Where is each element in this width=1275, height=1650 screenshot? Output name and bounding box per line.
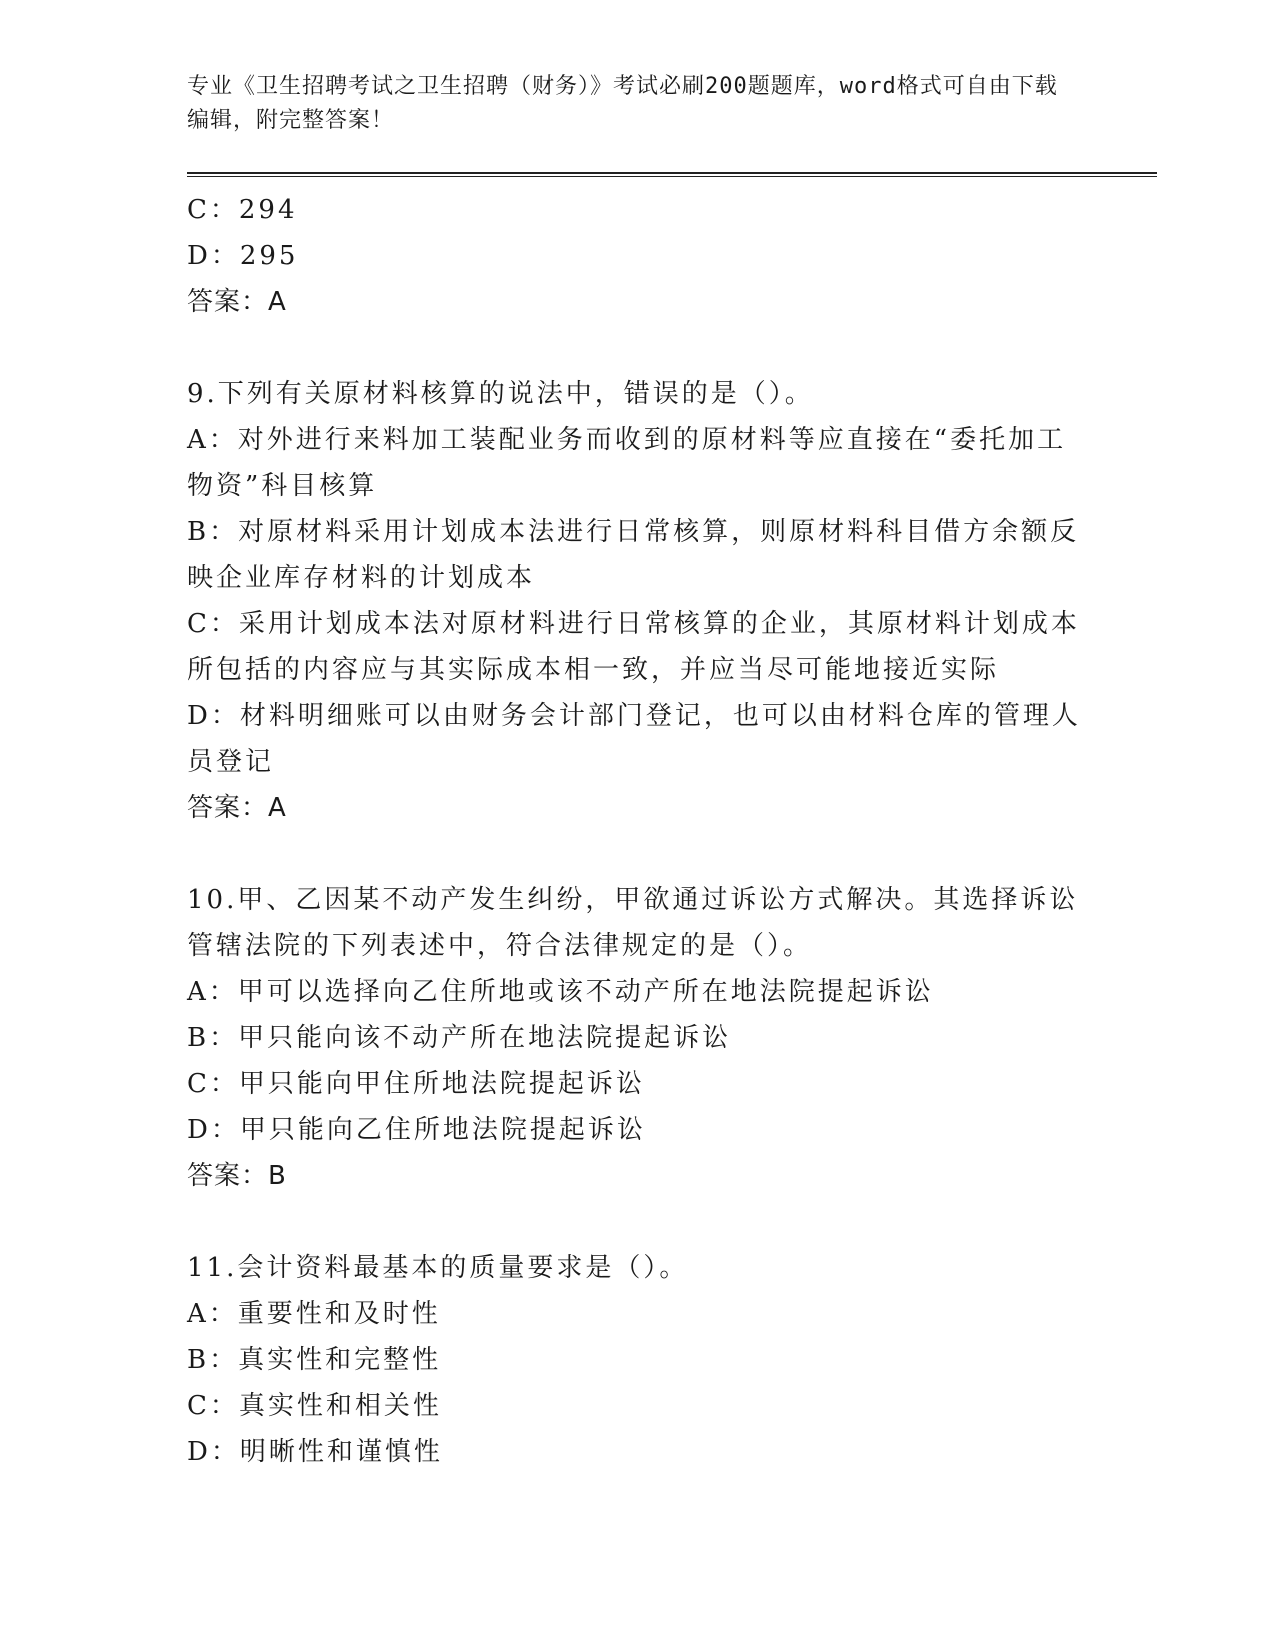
question-content	[187, 187, 1087, 1475]
option-b: B：甲只能向该不动产所在地法院提起诉讼	[187, 1023, 732, 1053]
option-c: C：真实性和相关性	[187, 1391, 442, 1421]
option-a: A：对外进行来料加工装配业务而收到的原材料等应直接在“委托加工物资”科目核算	[187, 425, 1067, 501]
header-divider	[187, 172, 1157, 177]
answer-label: 答案：A	[187, 287, 287, 317]
page-header: 专业《卫生招聘考试之卫生招聘（财务）》考试必刷200题题库，word格式可自由下载编辑，附完整答案！	[187, 74, 1058, 133]
document-page	[187, 70, 1157, 1475]
question-stem: 10.甲、乙因某不动产发生纠纷，甲欲通过诉讼方式解决。其选择诉讼管辖法院的下列表述中，符合法律规定的是（）。	[187, 885, 1079, 961]
option-d: D：明晰性和谨慎性	[187, 1437, 443, 1467]
option-c: C：甲只能向甲住所地法院提起诉讼	[187, 1069, 645, 1099]
option-c: C：采用计划成本法对原材料进行日常核算的企业，其原材料计划成本所包括的内容应与其实际成本相一致，并应当尽可能地接近实际	[187, 609, 1080, 685]
option-b: B：真实性和完整性	[187, 1345, 442, 1375]
answer-label: 答案：A	[187, 793, 287, 823]
option-c: C：294	[187, 195, 298, 225]
option-d: D：295	[187, 241, 299, 271]
option-b: B：对原材料采用计划成本法进行日常核算，则原材料科目借方余额反映企业库存材料的计划成本	[187, 517, 1080, 593]
option-a: A：甲可以选择向乙住所地或该不动产所在地法院提起诉讼	[187, 977, 934, 1007]
question-stem: 9.下列有关原材料核算的说法中，错误的是（）。	[187, 379, 814, 409]
option-a: A：重要性和及时性	[187, 1299, 441, 1329]
question-11	[187, 1245, 1087, 1475]
prev-question-block	[187, 187, 1087, 325]
question-10	[187, 877, 1087, 1199]
question-stem: 11.会计资料最基本的质量要求是（）。	[187, 1253, 689, 1283]
question-9	[187, 371, 1087, 831]
option-d: D：材料明细账可以由财务会计部门登记，也可以由材料仓库的管理人员登记	[187, 701, 1081, 777]
option-d: D：甲只能向乙住所地法院提起诉讼	[187, 1115, 646, 1145]
answer-label: 答案：B	[187, 1161, 287, 1191]
